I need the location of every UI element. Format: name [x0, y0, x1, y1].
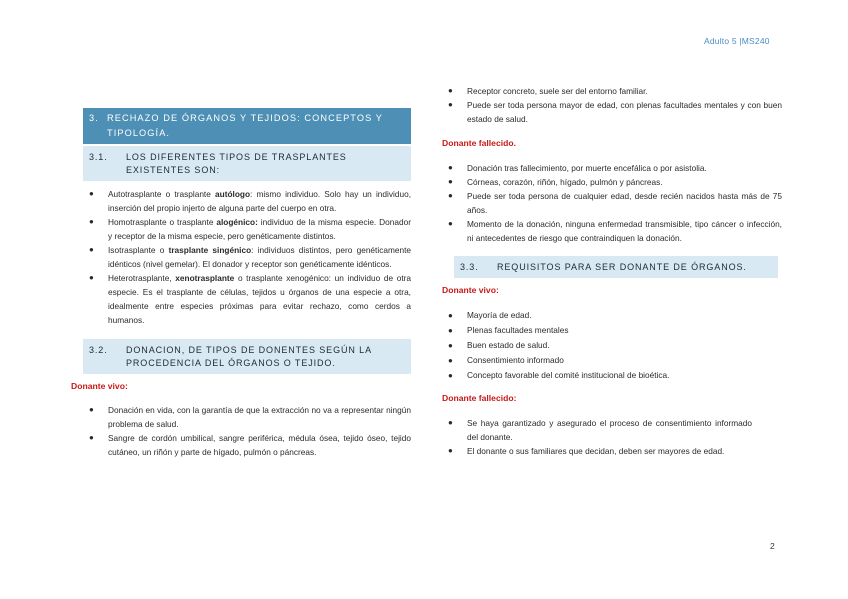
subsection-title: LOS DIFERENTES TIPOS DE TRASPLANTES EXISTENTES SON:: [126, 152, 347, 175]
bullet-icon: ●: [89, 217, 94, 226]
list-item: ● Buen estado de salud.: [442, 338, 782, 353]
list-item: ● Isotrasplante o trasplante singénico: individuos distintos, pero genéticamente idénticos (nivel gemelar). El donador y receptor son genéticamente idénticos.: [89, 245, 412, 269]
transplant-types-list: [83, 187, 411, 327]
list-item: ● Heterotrasplante, xenotrasplante o trasplante xenogénico: un individuo de otra especie. Es el trasplante de células, tejidos u órganos de una especie a otra, idealmente entre especies próximas para evitar rechazo, como cerdos a humanos.: [89, 273, 412, 325]
subsection-title: REQUISITOS PARA SER DONANTE DE ÓRGANOS.: [497, 262, 747, 272]
bullet-icon: ●: [448, 100, 453, 109]
donante-fallecido-list: [442, 161, 782, 245]
page-number: 2: [770, 541, 775, 551]
list-item: ● Se haya garantizado y asegurado el proceso de consentimiento informado del donante.: [448, 418, 752, 442]
bullet-icon: ●: [89, 189, 94, 198]
list-item: ● Concepto favorable del comité institucional de bioética.: [442, 368, 782, 383]
list-item: ● Sangre de cordón umbilical, sangre periférica, médula ósea, tejido óseo, tejido cutáneo, un riñón y parte de hígado, pulmón o páncreas.: [89, 433, 411, 457]
donante-vivo-list-continued: [442, 84, 782, 126]
subsection-number: 3.2.: [89, 345, 108, 355]
bullet-icon: ●: [448, 418, 453, 427]
bullet-icon: ●: [448, 177, 453, 186]
list-item: ● Momento de la donación, ninguna enfermedad transmisible, tipo cáncer o infección, ni antecedentes de riesgo que contraindiquen la donación.: [448, 219, 782, 243]
bullet-icon: ●: [89, 405, 94, 414]
list-item: ● Autotrasplante o trasplante autólogo: mismo individuo. Solo hay un individuo, inserción del propio injerto de alguna parte del cuerpo en otra.: [89, 189, 411, 213]
subsection-number: 3.3.: [460, 262, 479, 272]
bullet-icon: ●: [448, 86, 453, 95]
bullet-icon: ●: [448, 311, 453, 320]
bullet-icon: ●: [448, 446, 453, 455]
subsection-3-1-heading: [83, 146, 411, 181]
list-item: ● Donación en vida, con la garantía de que la extracción no va a representar ningún problema de salud.: [89, 405, 411, 429]
bullet-icon: ●: [448, 191, 453, 200]
donante-vivo-label: Donante vivo:: [442, 285, 499, 295]
list-item: ● Donación tras fallecimiento, por muerte encefálica o por asistolia.: [448, 163, 707, 173]
subsection-title: DONACION, DE TIPOS DE DONENTES SEGÚN LA PROCEDENCIA DEL ÓRGANOS O TEJIDO.: [126, 345, 372, 368]
donante-fallecido-label: Donante fallecido.: [442, 138, 517, 148]
donante-vivo-label: Donante vivo:: [71, 381, 128, 391]
subsection-3-3-heading: [454, 256, 778, 278]
left-column: [71, 108, 412, 459]
bullet-icon: ●: [448, 163, 453, 172]
section-title: RECHAZO DE ÓRGANOS Y TEJIDOS: CONCEPTOS Y TIPOLOGÍA.: [107, 113, 383, 138]
donante-fallecido-label: Donante fallecido:: [442, 393, 517, 403]
section-number: 3.: [89, 113, 99, 123]
list-item: ● Puede ser toda persona de cualquier edad, desde recién nacidos hasta más de 75 años.: [448, 191, 782, 215]
bullet-icon: ●: [448, 326, 453, 335]
bullet-icon: ●: [448, 356, 453, 365]
list-item: ● Consentimiento informado: [442, 353, 782, 368]
bullet-icon: ●: [89, 273, 94, 282]
bullet-icon: ●: [89, 433, 94, 442]
subsection-number: 3.1.: [89, 152, 108, 162]
bullet-icon: ●: [448, 219, 453, 228]
requisitos-fallecido-list: [442, 416, 782, 458]
list-item: ● Plenas facultades mentales: [442, 323, 782, 338]
bullet-icon: ●: [89, 245, 94, 254]
list-item: ● Homotrasplante o trasplante alogénico: individuo de la misma especie. Donador y receptor de la misma especie, pero genéticamente distintos.: [89, 217, 411, 241]
bullet-icon: ●: [448, 341, 453, 350]
bullet-icon: ●: [448, 371, 453, 380]
document-header-reference: Adulto 5 |MS240: [704, 36, 770, 46]
list-item: ● Mayoría de edad.: [442, 308, 782, 323]
section-3-heading: [83, 108, 411, 144]
subsection-3-2-heading: [83, 339, 411, 374]
list-item: ● Puede ser toda persona mayor de edad, con plenas facultades mentales y con buen estado de salud.: [448, 100, 782, 124]
right-column: [442, 84, 782, 458]
requisitos-vivo-list: [442, 308, 782, 383]
list-item: ● Receptor concreto, suele ser del entorno familiar.: [448, 86, 648, 96]
list-item: ● El donante o sus familiares que decidan, deben ser mayores de edad.: [448, 446, 725, 456]
list-item: ● Córneas, corazón, riñón, hígado, pulmón y páncreas.: [448, 177, 663, 187]
donante-vivo-list: [83, 403, 411, 459]
